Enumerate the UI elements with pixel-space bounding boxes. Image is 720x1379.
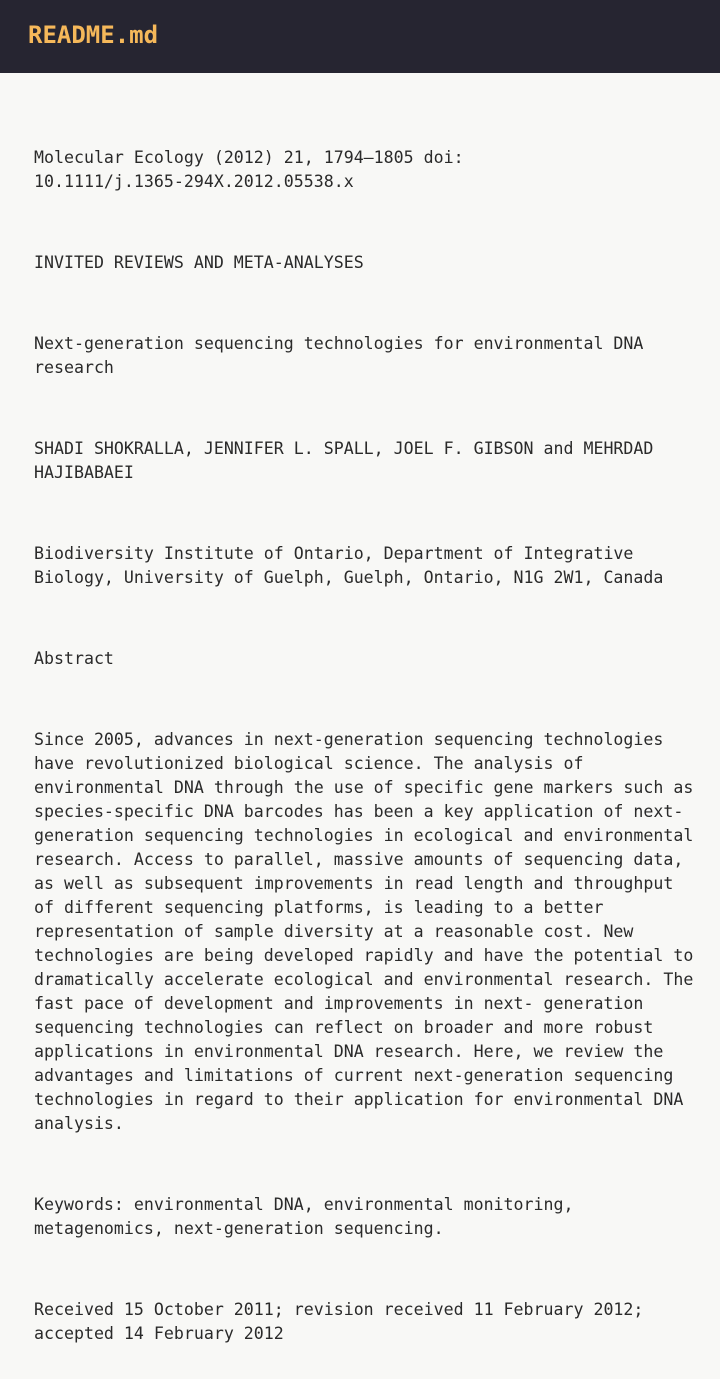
received-dates: Received 15 October 2011; revision received 11 February 2012; accepted 14 February 2012: [34, 1300, 644, 1343]
affiliation: Biodiversity Institute of Ontario, Department of Integrative Biology, University of Guelph, Guelph, Ontario, N1G 2W1, Canada: [34, 544, 664, 587]
abstract-text: Since 2005, advances in next-generation sequencing technologies have revolutionized biological science. The analysis of environmental DNA through the use of specific gene markers such as species-specific DNA barcodes has been a key application of next- generation sequencing technologies in ecological and environmental research. Access to parallel, massive amounts of sequencing data, as well as subsequent improvements in read length and throughput of different sequencing platforms, is leading to a better representation of sample diversity at a reasonable cost. New technologies are being developed rapidly and have the potential to dramatically accelerate ecological and environmental research. The fast pace of development and improvements in next- generation sequencing technologies can reflect on broader and more robust applications in environmental DNA research. Here, we review the advantages and limitations of current next-generation sequencing technologies in regard to their application for environmental DNA analysis.: [34, 730, 694, 1133]
author-list: SHADI SHOKRALLA, JENNIFER L. SPALL, JOEL F. GIBSON and MEHRDAD HAJIBABAEI: [34, 439, 654, 482]
section-label: INVITED REVIEWS AND META-ANALYSES: [34, 253, 364, 272]
keywords: Keywords: environmental DNA, environmental monitoring, metagenomics, next-generation sequencing.: [34, 1195, 574, 1238]
document-body: [34, 98, 714, 1379]
citation-line: Molecular Ecology (2012) 21, 1794–1805 doi: 10.1111/j.1365-294X.2012.05538.x: [34, 148, 464, 191]
abstract-heading: Abstract: [34, 649, 114, 668]
paper-title: Next-generation sequencing technologies for environmental DNA research: [34, 334, 644, 377]
title-bar: [0, 0, 720, 73]
file-title: README.md: [28, 21, 159, 49]
